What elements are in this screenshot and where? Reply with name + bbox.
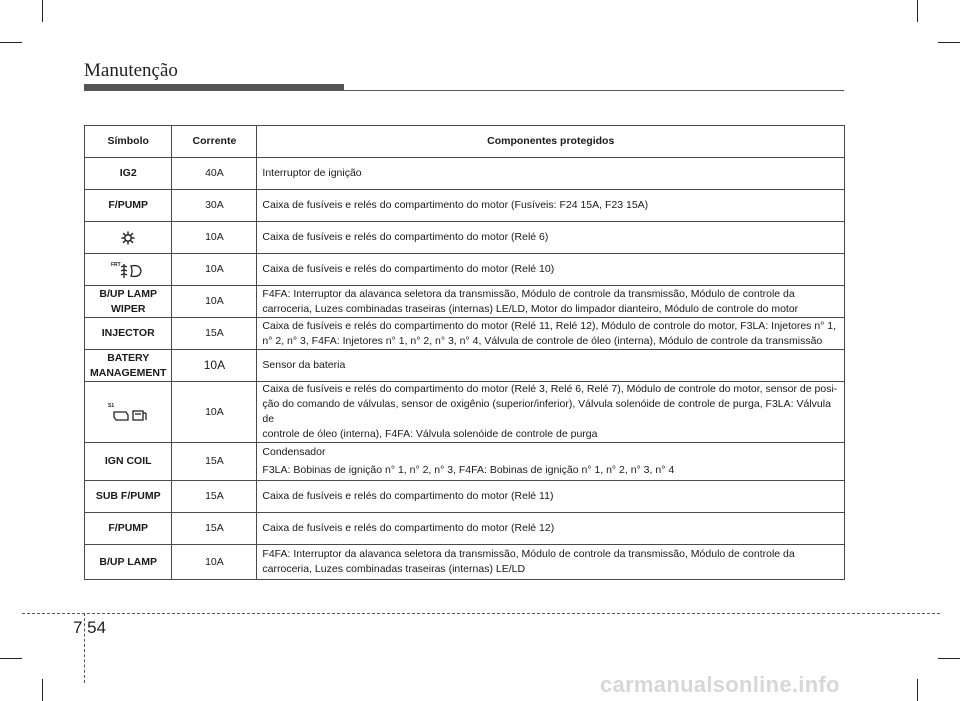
fuse-current: 40A <box>172 158 257 190</box>
fuse-current: 15A <box>172 318 257 350</box>
crop-mark <box>938 42 960 43</box>
svg-text:S1: S1 <box>108 403 115 409</box>
table-row <box>85 158 845 190</box>
defroster-icon <box>118 229 138 247</box>
fuse-symbol: IGN COIL <box>85 443 172 481</box>
fuse-current: 10A <box>172 350 257 382</box>
fuse-current: 10A <box>172 382 257 443</box>
front-defroster-icon <box>111 260 145 280</box>
col-header-symbol: Símbolo <box>85 126 172 158</box>
fuse-components: Caixa de fusíveis e relés do compartimento do motor (Relé 11) <box>257 481 845 513</box>
svg-text:FRT: FRT <box>111 261 121 268</box>
fuse-current: 15A <box>172 443 257 481</box>
table-row <box>85 513 845 545</box>
fuse-components: F4FA: Interruptor da alavanca seletora da transmissão, Módulo de controle da transmissão, Módulo de controle da carroceria, Luzes combinadas traseiras (internas) LE/LD, Motor do limpador dianteiro, Módulo de controle do motor <box>257 286 845 318</box>
engine-fuel-icon <box>108 401 148 423</box>
crop-mark <box>0 42 22 43</box>
fuse-symbol: BATERY MANAGEMENT <box>85 350 172 382</box>
table-row <box>85 318 845 350</box>
crop-mark <box>42 0 43 22</box>
table-row <box>85 254 845 286</box>
table-row <box>85 481 845 513</box>
fuse-components: Caixa de fusíveis e relés do compartimento do motor (Relé 3, Relé 6, Relé 7), Módulo de controle do motor, sensor de posi- ção do comando de válvulas, sensor de oxigênio (superior/inferior), Válvula solenóide de controle de purga, F3LA: Válvula de controle de óleo (interna), F4FA: Válvula solenóide de controle de purga <box>257 382 845 443</box>
fuse-symbol: F/PUMP <box>85 513 172 545</box>
table-row <box>85 350 845 382</box>
fuse-components: Caixa de fusíveis e relés do compartimento do motor (Relé 10) <box>257 254 845 286</box>
fuse-current: 15A <box>172 513 257 545</box>
crop-mark <box>938 658 960 659</box>
fuse-components: Caixa de fusíveis e relés do compartimento do motor (Relé 6) <box>257 222 845 254</box>
fuse-current: 10A <box>172 545 257 580</box>
fuse-components: Caixa de fusíveis e relés do compartimento do motor (Fusíveis: F24 15A, F23 15A) <box>257 190 845 222</box>
table-row <box>85 222 845 254</box>
fuse-components: Interruptor de ignição <box>257 158 845 190</box>
fuse-components: Caixa de fusíveis e relés do compartimento do motor (Relé 12) <box>257 513 845 545</box>
fuse-symbol: INJECTOR <box>85 318 172 350</box>
fuse-symbol <box>85 254 172 286</box>
fuse-symbol <box>85 382 172 443</box>
table-row <box>85 190 845 222</box>
fuse-table <box>84 125 845 580</box>
col-header-current: Corrente <box>172 126 257 158</box>
crop-mark <box>917 679 918 701</box>
fuse-symbol <box>85 222 172 254</box>
table-row <box>85 443 845 481</box>
fuse-current: 15A <box>172 481 257 513</box>
footer-dashed-rule <box>22 613 940 614</box>
fuse-components: Caixa de fusíveis e relés do compartimento do motor (Relé 11, Relé 12), Módulo de controle do motor, F3LA: Injetores n° 1, n° 2, n° 3, F4FA: Injetores n° 1, n° 2, n° 3, n° 4, Válvula de controle de óleo (interna), Módulo de controle da transmissão <box>257 318 845 350</box>
fuse-current: 10A <box>172 254 257 286</box>
fuse-current: 30A <box>172 190 257 222</box>
fuse-symbol: B/UP LAMP <box>85 545 172 580</box>
fuse-components: Sensor da bateria <box>257 350 845 382</box>
header-rule <box>84 90 844 91</box>
fuse-symbol: IG2 <box>85 158 172 190</box>
crop-mark <box>0 658 22 659</box>
table-row <box>85 545 845 580</box>
fuse-components: F4FA: Interruptor da alavanca seletora da transmissão, Módulo de controle da transmissão, Módulo de controle da carroceria, Luzes combinadas traseiras (internas) LE/LD <box>257 545 845 580</box>
fuse-symbol: B/UP LAMP WIPER <box>85 286 172 318</box>
page-title: Manutenção <box>84 60 178 81</box>
fuse-symbol: SUB F/PUMP <box>85 481 172 513</box>
table-row <box>85 286 845 318</box>
crop-mark <box>917 0 918 22</box>
fuse-symbol: F/PUMP <box>85 190 172 222</box>
watermark: carmanualsonline.info <box>600 672 840 697</box>
table-row <box>85 382 845 443</box>
fuse-components: Condensador F3LA: Bobinas de ignição n° 1, n° 2, n° 3, F4FA: Bobinas de ignição n° 1, n° 2, n° 3, n° 4 <box>257 443 845 481</box>
fuse-current: 10A <box>172 222 257 254</box>
page-number: 7 54 <box>73 618 107 637</box>
crop-mark <box>42 679 43 701</box>
fuse-current: 10A <box>172 286 257 318</box>
col-header-components: Componentes protegidos <box>257 126 845 158</box>
